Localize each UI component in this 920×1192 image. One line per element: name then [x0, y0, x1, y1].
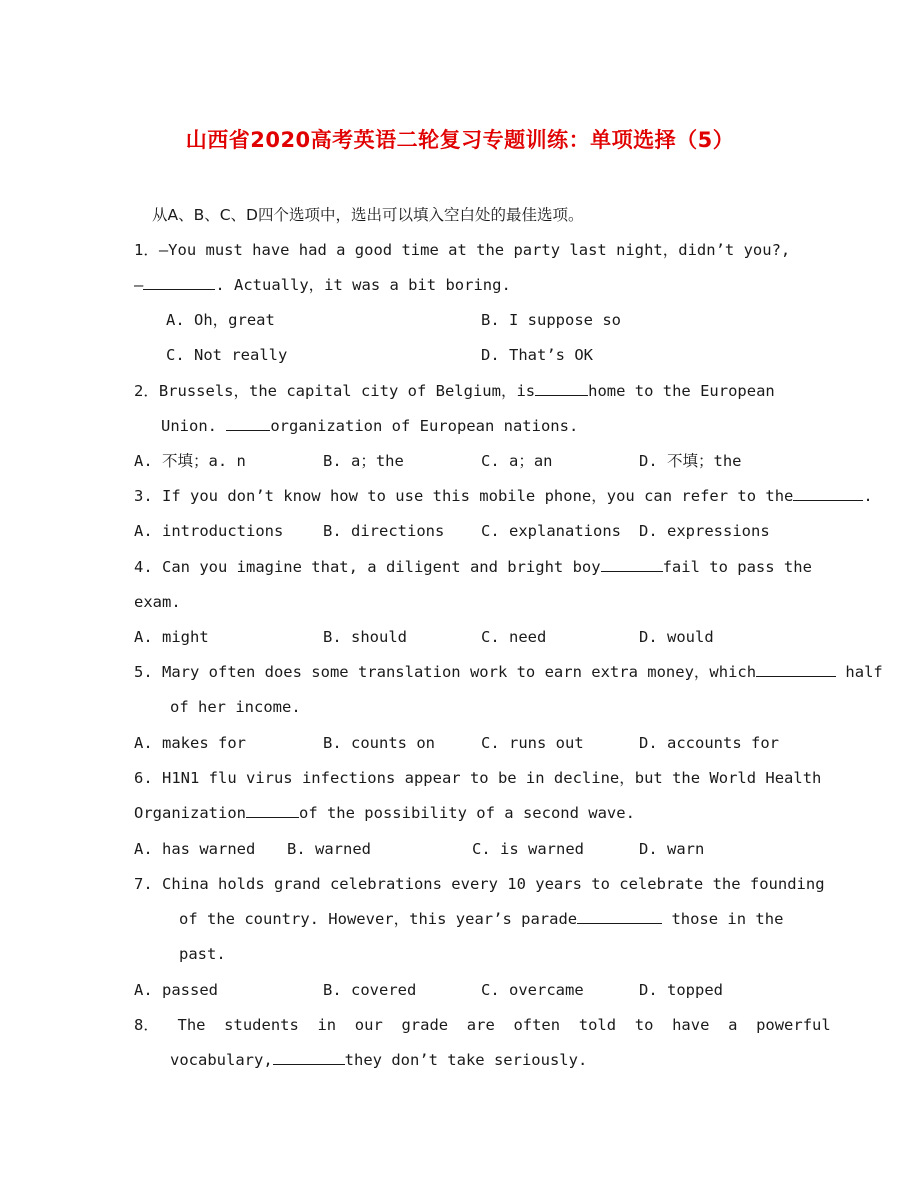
option-b: B. covered — [323, 981, 417, 999]
answer-blank — [756, 662, 836, 677]
answer-blank — [535, 381, 588, 396]
option-c: C. explanations — [481, 522, 621, 540]
option-d: D. warn — [639, 840, 705, 858]
question-3-line-1 — [134, 486, 873, 506]
question-4-line-2: exam. — [134, 593, 181, 611]
question-8-text: vocabulary, — [170, 1051, 273, 1069]
option-d: D. accounts for — [639, 734, 779, 752]
question-8-line-1: 8． The students in our grade are often told to have a powerful — [134, 1016, 831, 1034]
option-b: B. I suppose so — [481, 311, 621, 329]
question-6-line-1: 6. H1N1 flu virus infections appear to be in decline，but the World Health — [134, 769, 822, 787]
question-8-line-2 — [170, 1050, 587, 1070]
question-1-line-1: 1．—You must have had a good time at the party last night，didn’t you?, — [134, 241, 791, 259]
option-b: B. a；the — [323, 452, 404, 470]
option-b: B. should — [323, 628, 407, 646]
question-5-text: 5. Mary often does some translation work to earn extra money，which — [134, 663, 757, 681]
option-d: D. That’s OK — [481, 346, 593, 364]
answer-blank — [793, 486, 863, 501]
question-2-text: home to the European — [588, 382, 775, 400]
option-a: A. introductions — [134, 522, 284, 540]
question-6-line-2 — [134, 803, 635, 823]
question-7-line-3: past. — [179, 945, 226, 963]
question-2-text: 2．Brussels，the capital city of Belgium，is — [134, 382, 536, 400]
question-2-text: organization of European nations. — [270, 417, 579, 435]
option-c: C. need — [481, 628, 547, 646]
dash: — — [134, 276, 144, 294]
question-7-text: of the country. However，this year’s parade — [179, 910, 578, 928]
option-d: D. 不填；the — [639, 452, 742, 470]
page-title: 山西省2020高考英语二轮复习专题训练：单项选择（5） — [185, 128, 735, 152]
option-c: C. runs out — [481, 734, 584, 752]
answer-blank — [577, 909, 662, 924]
question-5-text: half — [836, 663, 883, 681]
instruction: 从A、B、C、D四个选项中，选出可以填入空白处的最佳选项。 — [152, 206, 584, 224]
option-a: A. makes for — [134, 734, 246, 752]
question-4-line-1 — [134, 557, 812, 577]
option-a: A. might — [134, 628, 209, 646]
option-b: B. directions — [323, 522, 445, 540]
question-6-text: of the possibility of a second wave. — [298, 804, 635, 822]
option-d: D. would — [639, 628, 714, 646]
option-b: B. counts on — [323, 734, 435, 752]
option-c: C. Not really — [166, 346, 288, 364]
answer-blank — [601, 557, 663, 572]
question-7-line-2 — [179, 909, 783, 929]
option-d: D. topped — [639, 981, 723, 999]
question-6-text: Organization — [134, 804, 246, 822]
question-5-line-2: of her income. — [170, 698, 301, 716]
option-d: D. expressions — [639, 522, 770, 540]
question-3-text: 3. If you don’t know how to use this mobile phone，you can refer to the — [134, 487, 794, 505]
answer-blank — [226, 416, 270, 431]
option-a: A. Oh，great — [166, 311, 275, 329]
question-7-line-1: 7. China holds grand celebrations every 10 years to celebrate the founding — [134, 875, 825, 893]
question-2-line-1 — [134, 381, 775, 401]
question-5-line-1 — [134, 662, 883, 682]
option-c: C. a；an — [481, 452, 553, 470]
answer-blank — [143, 275, 215, 290]
option-c: C. is warned — [472, 840, 584, 858]
question-2-text: Union. — [161, 417, 227, 435]
option-a: A. has warned — [134, 840, 256, 858]
question-8-text: they don’t take seriously. — [344, 1051, 588, 1069]
question-3-text: . — [863, 487, 873, 505]
option-b: B. warned — [287, 840, 371, 858]
question-1-line-2 — [134, 275, 511, 295]
answer-blank — [273, 1050, 345, 1065]
option-a: A. 不填；a. n — [134, 452, 246, 470]
option-a: A. passed — [134, 981, 218, 999]
question-4-text: fail to pass the — [662, 558, 812, 576]
question-1-text: . Actually，it was a bit boring. — [215, 276, 511, 294]
question-4-text: 4. Can you imagine that, a diligent and bright boy — [134, 558, 601, 576]
option-c: C. overcame — [481, 981, 584, 999]
question-7-text: those in the — [662, 910, 784, 928]
answer-blank — [246, 803, 299, 818]
question-2-line-2 — [161, 416, 578, 436]
